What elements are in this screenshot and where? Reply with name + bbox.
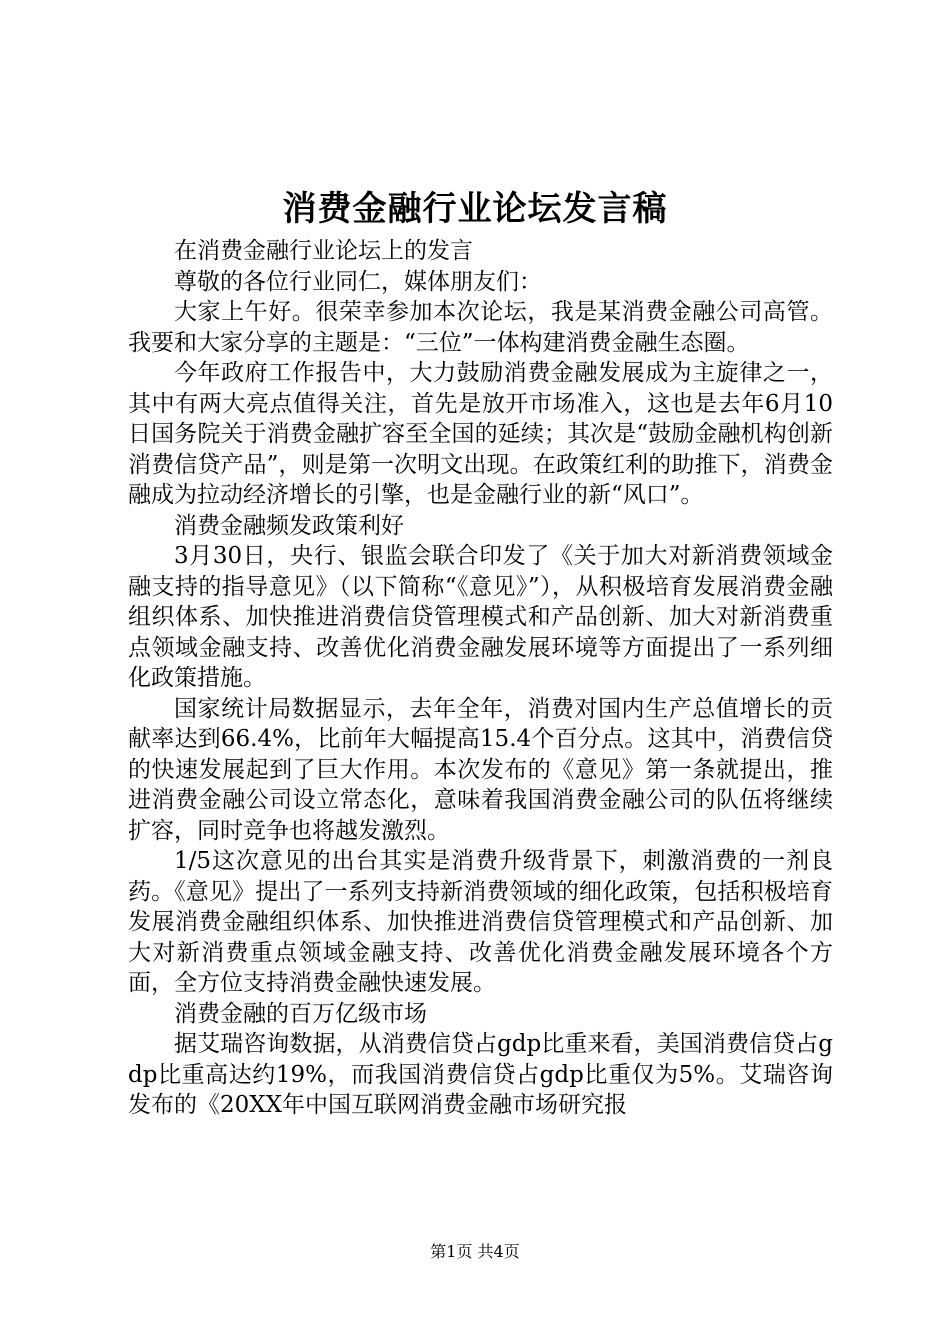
- paragraph-iresearch-data: 据艾瑞咨询数据，从消费信贷占gdp比重来看，美国消费信贷占gdp比重高达约19%，而我国消费信贷占gdp比重仅为5%。艾瑞咨询发布的《20XX年中国互联网消费金融市场研究报: [128, 1031, 833, 1118]
- paragraph-salutation: 尊敬的各位行业同仁，媒体朋友们：: [174, 268, 542, 295]
- section-heading-policy: 消费金融频发政策利好: [174, 512, 404, 539]
- document-body: [128, 236, 833, 1121]
- page-number-footer: 第1页 共4页: [430, 1242, 520, 1261]
- section-heading-market: 消费金融的百万亿级市场: [174, 1000, 427, 1027]
- paragraph-opinion-effect: 1/5这次意见的出台其实是消费升级背景下，刺激消费的一剂良药。《意见》提出了一系列支持新消费领域的细化政策，包括积极培育发展消费金融组织体系、加快推进消费信贷管理模式和产品创新、加大对新消费重点领域金融支持、改善优化消费金融发展环境各个方面，全方位支持消费金融快速发展。: [128, 848, 833, 996]
- document-title: 消费金融行业论坛发言稿: [282, 189, 668, 229]
- paragraph-speech-heading: 在消费金融行业论坛上的发言: [174, 238, 473, 264]
- paragraph-greeting: 大家上午好。很荣幸参加本次论坛，我是某消费金融公司高管。我要和大家分享的主题是：“三位”一体构建消费金融生态圈。: [128, 299, 833, 356]
- paragraph-statistics: 国家统计局数据显示，去年全年，消费对国内生产总值增长的贡献率达到66.4%，比前年大幅提高15.4个百分点。这其中，消费信贷的快速发展起到了巨大作用。本次发布的《意见》第一条就提出，推进消费金融公司设立常态化，意味着我国消费金融公司的队伍将继续扩容，同时竞争也将越发激烈。: [128, 695, 833, 844]
- paragraph-policy-guidance: 3月30日，央行、银监会联合印发了《关于加大对新消费领域金融支持的指导意见》（以下简称“《意见》”），从积极培育发展消费金融组织体系、加快推进消费信贷管理模式和产品创新、加大对新消费重点领域金融支持、改善优化消费金融发展环境等方面提出了一系列细化政策措施。: [128, 543, 833, 691]
- paragraph-government-report: 今年政府工作报告中，大力鼓励消费金融发展成为主旋律之一，其中有两大亮点值得关注，首先是放开市场准入，这也是去年6月10日国务院关于消费金融扩容至全国的延续；其次是“鼓励金融机构创新消费信贷产品”，则是第一次明文出现。在政策红利的助推下，消费金融成为拉动经济增长的引擎，也是金融行业的新“风口”。: [128, 360, 833, 508]
